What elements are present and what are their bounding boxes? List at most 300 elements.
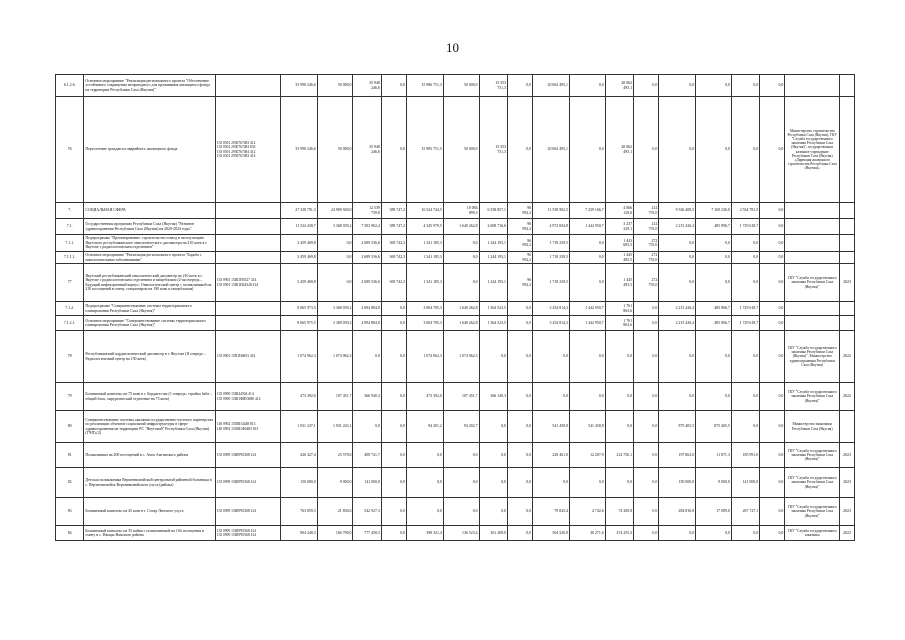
amount-cell: 1 364 523,5 [479, 316, 507, 331]
year-cell: 2023 [840, 264, 855, 302]
amount-cell: 141 000,0 [353, 468, 381, 498]
year-cell: 2023 [840, 498, 855, 526]
amount-cell: 1 244 193,1 [479, 252, 507, 264]
executor-cell: ГКУ "Служба государственного заказчика Республики Саха (Якутия)" [785, 264, 840, 302]
executor-cell [785, 219, 840, 235]
amount-cell: 0,0 [731, 264, 759, 302]
amount-cell: 9 000,0 [317, 468, 353, 498]
amount-cell: 0,0 [533, 468, 570, 498]
row-number-cell: 76 [56, 97, 84, 203]
amount-cell: 1 640 262,8 [443, 219, 479, 235]
amount-cell: 20 062 495,1 [605, 75, 633, 97]
table-row [56, 331, 855, 383]
year-cell: 2022 [840, 526, 855, 541]
budget-code-cell: 135 0909 15Ш44504 414 135 0909 15Ш1ФЯ53680 414 [215, 383, 280, 411]
amount-cell: 369 742,3 [381, 235, 406, 252]
amount-cell: 0,0 [634, 498, 659, 526]
table-row [56, 302, 855, 316]
table-row [56, 203, 855, 219]
amount-cell: 0,0 [605, 468, 633, 498]
amount-cell: 0,0 [634, 383, 659, 411]
item-name-cell: Больничный комплекс на 35 койки с поликлиникой на 104 посещения в смену в с. Намцы Намского района [84, 526, 215, 541]
amount-cell: 474 255,3 [605, 526, 633, 541]
amount-cell: 1 761 863,6 [605, 302, 633, 316]
amount-cell: 107 451,7 [317, 383, 353, 411]
row-number-cell: 6.1.2.6. [56, 75, 84, 97]
amount-cell: 35 948 246,6 [353, 97, 381, 203]
amount-cell: 20 062 495,1 [533, 97, 570, 203]
amount-cell: 0,0 [760, 219, 785, 235]
item-name-cell: Детская поликлиника Верхневилюйской центральной районной больницы в с. Верхневилюйск Верхневилюйского улуса (района) [84, 468, 215, 498]
table-row [56, 219, 855, 235]
amount-cell: 0,0 [317, 264, 353, 302]
amount-cell: 7 583 902,4 [353, 219, 381, 235]
item-name-cell: Переселение граждан из аварийного жилищного фонда [84, 97, 215, 203]
amount-cell: 1 931 243,1 [317, 411, 353, 443]
amount-cell: 0,0 [569, 97, 605, 203]
amount-cell: 1 074 062,3 [407, 331, 444, 383]
amount-cell: 0,0 [659, 264, 696, 302]
amount-cell: 0,0 [760, 383, 785, 411]
amount-cell: 166 790,0 [317, 526, 353, 541]
amount-cell: 8 065 973,5 [280, 302, 317, 316]
amount-cell: 875 405,5 [696, 411, 732, 443]
year-cell [840, 316, 855, 331]
amount-cell: 50 000,0 [317, 75, 353, 97]
amount-cell: 0,0 [634, 526, 659, 541]
row-number-cell: 7.1.1.1. [56, 252, 84, 264]
amount-cell: 1 341 185,3 [407, 264, 444, 302]
amount-cell: 0,0 [731, 383, 759, 411]
amount-cell: 9 336 408,5 [659, 203, 696, 219]
amount-cell: 15 985 751,5 [407, 97, 444, 203]
amount-cell: 0,0 [696, 526, 732, 541]
amount-cell: 485 896,7 [696, 219, 732, 235]
amount-cell: 0,0 [634, 411, 659, 443]
amount-cell: 0,0 [569, 383, 605, 411]
amount-cell: 504 526,9 [533, 526, 570, 541]
budget-code-cell: 135 0909 15Ш9Ч5368 414 [215, 443, 280, 468]
amount-cell: 1 244 193,1 [479, 235, 507, 252]
amount-cell: 0,0 [760, 203, 785, 219]
amount-cell: 0,0 [605, 383, 633, 411]
amount-cell: 0,0 [696, 97, 732, 203]
amount-cell: 96 992,2 [507, 219, 532, 235]
amount-cell: 16 524 744,5 [407, 203, 444, 219]
amount-cell: 0,0 [353, 331, 381, 383]
amount-cell: 20 062 495,1 [533, 75, 570, 97]
amount-cell: 0,0 [353, 411, 381, 443]
amount-cell: 27 338 791,3 [280, 203, 317, 219]
amount-cell: 272 755,0 [634, 252, 659, 264]
amount-cell: 197 862,0 [659, 443, 696, 468]
amount-cell: 267 727,1 [731, 498, 759, 526]
amount-cell: 11 538 902,5 [533, 203, 570, 219]
amount-cell: 1 442 950,7 [569, 316, 605, 331]
amount-cell: 0,0 [569, 468, 605, 498]
amount-cell: 3 368 039,2 [317, 219, 353, 235]
amount-cell: 0,0 [507, 498, 532, 526]
year-cell [840, 252, 855, 264]
amount-cell: 7 169 236,0 [696, 203, 732, 219]
amount-cell: 0,0 [443, 252, 479, 264]
amount-cell: 136 523,4 [443, 526, 479, 541]
amount-cell: 541 458,8 [533, 411, 570, 443]
amount-cell: 2 215 426,4 [659, 302, 696, 316]
amount-cell: 2 215 426,4 [659, 219, 696, 235]
amount-cell: 272 755,0 [634, 235, 659, 252]
amount-cell: 0,0 [533, 331, 570, 383]
amount-cell: 4 742,6 [569, 498, 605, 526]
item-name-cell: СОЦИАЛЬНАЯ СФЕРА [84, 203, 215, 219]
amount-cell: 1 341 185,3 [407, 235, 444, 252]
amount-cell: 473 392,0 [280, 383, 317, 411]
amount-cell: 485 806,7 [696, 302, 732, 316]
year-cell [840, 302, 855, 316]
amount-cell: 0,0 [659, 97, 696, 203]
budget-code-cell [215, 252, 280, 264]
amount-cell: 1 443 685,5 [605, 235, 633, 252]
amount-cell: 4 894 884,8 [353, 316, 381, 331]
amount-cell: 0,0 [407, 498, 444, 526]
amount-cell: 0,0 [507, 75, 532, 97]
amount-cell: 0,0 [317, 235, 353, 252]
amount-cell: 398 321,4 [407, 526, 444, 541]
amount-cell: 0,0 [569, 252, 605, 264]
amount-cell: 3 459 469,8 [280, 235, 317, 252]
row-number-cell: 78 [56, 331, 84, 383]
amount-cell: 0,0 [634, 302, 659, 316]
amount-cell: 0,0 [634, 443, 659, 468]
amount-cell: 2 215 426,4 [659, 316, 696, 331]
row-number-cell: 7.1.2. [56, 302, 84, 316]
year-cell [840, 411, 855, 443]
amount-cell: 0,0 [696, 252, 732, 264]
row-number-cell: 83 [56, 498, 84, 526]
budget-code-cell: 135 0901 15Ш1Н5527 414 135 0901 15Ш1Н44328 414 [215, 264, 280, 302]
amount-cell: 96 992,2 [507, 252, 532, 264]
amount-cell: 0,0 [479, 468, 507, 498]
amount-cell: 0,0 [659, 383, 696, 411]
item-name-cell: Совершенствование системы оказания государственно-частного партнерства по реализации объектов социальной инфраструктуры в сфере здравоохранения на территории РС "Якутский" Республики Саха (Якутия) (ГЧП) (2) [84, 411, 215, 443]
amount-cell: 0,0 [507, 411, 532, 443]
amount-cell: 0,0 [605, 411, 633, 443]
item-name-cell: Поликлиника на 200 посещений в с. Амга Амгинского района [84, 443, 215, 468]
item-name-cell: Больничный комплекс на 75 коек в г. Бердигестях (1 очередь: стройка баба – общий блок, хирургический отделение на 75 коек) [84, 383, 215, 411]
amount-cell: 0,0 [731, 411, 759, 443]
row-number-cell: 7.1.1. [56, 235, 84, 252]
amount-cell: 369 742,3 [381, 264, 406, 302]
amount-cell: 0,0 [731, 75, 759, 97]
amount-cell: 366 940,3 [353, 383, 381, 411]
executor-cell: ГКУ "Служба государственного заказчика [785, 526, 840, 541]
amount-cell: 875 405,5 [659, 411, 696, 443]
amount-cell: 0,0 [634, 468, 659, 498]
amount-cell: 0,0 [731, 526, 759, 541]
amount-cell: 0,0 [760, 235, 785, 252]
table-body [56, 75, 855, 541]
amount-cell: 0,0 [479, 443, 507, 468]
table-row [56, 235, 855, 252]
budget-code-cell: 135 0909 15Ш9Ч5368 414 135 0909 15Ш9Ч5368 414 [215, 526, 280, 541]
executor-cell: ГКУ "Служба государственного заказчика Республики Саха (Якутия)" [785, 468, 840, 498]
amount-cell: 1 718 239,5 [533, 264, 570, 302]
amount-cell: 96 992,2 [507, 264, 532, 302]
amount-cell: 0,0 [443, 235, 479, 252]
budget-code-cell: 135 0501 2930767483 412 135 0501 2930767483 833 135 0501 2930767484 412 135 0501 2930767483 414 [215, 97, 280, 203]
amount-cell: 50 000,0 [443, 97, 479, 203]
amount-cell: 0,0 [696, 264, 732, 302]
amount-cell: 30 271,6 [569, 526, 605, 541]
amount-cell: 0,0 [659, 526, 696, 541]
amount-cell: 1 341 185,3 [407, 252, 444, 264]
amount-cell: 0,0 [696, 331, 732, 383]
executor-cell: ГКУ "Служба государственного заказчика Республики Саха (Якутия)" [785, 383, 840, 411]
item-name-cell: Основное мероприятие "Совершенствование системы территориального планирования Республики Саха (Якутия)" [84, 316, 215, 331]
amount-cell: 74 300,8 [605, 498, 633, 526]
budget-code-cell: 135 0909 15Ш9Ч5368 414 [215, 498, 280, 526]
budget-code-cell [215, 316, 280, 331]
budget-code-cell [215, 203, 280, 219]
amount-cell: 79 043,4 [533, 498, 570, 526]
amount-cell: 0,0 [569, 331, 605, 383]
amount-cell: 3 459 469,8 [280, 264, 317, 302]
amount-cell: 3 368 039,2 [317, 302, 353, 316]
amount-cell: 150 000,0 [280, 468, 317, 498]
amount-cell: 3 254 814,3 [533, 302, 570, 316]
budget-table [55, 74, 855, 541]
executor-cell [785, 302, 840, 316]
year-cell [840, 219, 855, 235]
amount-cell: 473 392,0 [407, 383, 444, 411]
amount-cell: 1 729 618,7 [731, 302, 759, 316]
amount-cell: 0,0 [760, 331, 785, 383]
row-number-cell: 7.1. [56, 219, 84, 235]
amount-cell: 3 369 039,2 [317, 316, 353, 331]
item-name-cell: Основное мероприятие "Реализация регионального проекта "Борьба с онкологическими заболеваниями" [84, 252, 215, 264]
amount-cell: 0,0 [760, 411, 785, 443]
amount-cell: 0,0 [317, 252, 353, 264]
amount-cell: 1 931 247,1 [280, 411, 317, 443]
amount-cell: 0,0 [634, 316, 659, 331]
amount-cell: 0,0 [569, 264, 605, 302]
amount-cell: 1 718 239,5 [533, 235, 570, 252]
table-row [56, 264, 855, 302]
amount-cell: 0,0 [507, 316, 532, 331]
amount-cell: 2 689 536,6 [353, 264, 381, 302]
item-name-cell: Якутский республиканский онкологический диспансер на 210 коек в г. Якутске с радиологическим отделением и пищеблоком (2-ая очередь – Будущий инфекционный корпус; Онкологический центр с поликлиникой на 210 посещений в смену, стационаром на 190 коек и пищеблоком) [84, 264, 215, 302]
table-row [56, 468, 855, 498]
amount-cell: 15 353 751,3 [479, 75, 507, 97]
amount-cell: 0,0 [760, 97, 785, 203]
amount-cell: 1 244 193,1 [479, 264, 507, 302]
item-name-cell: Республиканский кардиологический диспансер в г. Якутске (II очередь – Радиологический центр на 150 коек) [84, 331, 215, 383]
item-name-cell: Подпрограмма "Совершенствование системы территориального планирования Республики Саха (Якутия)" [84, 302, 215, 316]
amount-cell: 0,0 [507, 443, 532, 468]
year-cell: 2023 [840, 468, 855, 498]
row-number-cell: 77 [56, 264, 84, 302]
amount-cell: 0,0 [381, 97, 406, 203]
amount-cell: 0,0 [634, 331, 659, 383]
amount-cell: 904 248,3 [280, 526, 317, 541]
amount-cell: 2 534 781,5 [731, 203, 759, 219]
amount-cell: 24 909 949,0 [317, 203, 353, 219]
executor-cell: ГКУ "Служба государственного заказчика Республики Саха (Якутия)", Министерство здравоохранения Республики Саха (Якутия) [785, 331, 840, 383]
budget-code-cell [215, 75, 280, 97]
amount-cell: 0,0 [381, 316, 406, 331]
amount-cell: 212 755,0 [634, 219, 659, 235]
amount-cell: 0,0 [381, 468, 406, 498]
amount-cell: 11 871,3 [696, 443, 732, 468]
amount-cell: 0,0 [760, 316, 785, 331]
item-name-cell: Государственная программа Республики Саха (Якутия) "Развитие здравоохранения Республики Саха (Якутия) на 2020-2024 годы" [84, 219, 215, 235]
executor-cell [785, 203, 840, 219]
amount-cell: 1 640 262,8 [443, 302, 479, 316]
amount-cell: 35 998 246,6 [280, 75, 317, 97]
amount-cell: 107 451,7 [443, 383, 479, 411]
amount-cell: 542 927,3 [353, 498, 381, 526]
amount-cell: 0,0 [731, 331, 759, 383]
budget-table-sheet [55, 74, 855, 541]
table-row [56, 97, 855, 203]
amount-cell: 15 986 751,3 [407, 75, 444, 97]
year-cell [840, 97, 855, 203]
amount-cell: 763 859,3 [280, 498, 317, 526]
amount-cell: 0,0 [659, 75, 696, 97]
amount-cell: 0,0 [760, 498, 785, 526]
amount-cell: 4 894 884,8 [353, 302, 381, 316]
executor-cell [785, 235, 840, 252]
table-row [56, 498, 855, 526]
amount-cell: 369 742,3 [381, 252, 406, 264]
amount-cell: 1 729 618,7 [731, 316, 759, 331]
executor-cell: Министерство строительства Республики Саха (Якутия), ГКУ "Служба государственного заказчика Республики Саха (Якутия)", государственное казенное учреждение Республики Саха (Якутия) «Дирекция жилищного строительства Республики Саха (Якутия)» [785, 97, 840, 203]
amount-cell: 21 830,6 [317, 498, 353, 526]
amount-cell: 0,0 [696, 235, 732, 252]
row-number-cell: 82 [56, 468, 84, 498]
amount-cell: 0,0 [731, 97, 759, 203]
amount-cell: 0,0 [407, 468, 444, 498]
amount-cell: 426 327,4 [280, 443, 317, 468]
executor-cell [785, 252, 840, 264]
amount-cell: 0,0 [443, 468, 479, 498]
amount-cell: 0,0 [507, 526, 532, 541]
amount-cell: 0,0 [696, 383, 732, 411]
amount-cell: 1 761 863,6 [605, 316, 633, 331]
row-number-cell: 81 [56, 443, 84, 468]
amount-cell: 0,0 [443, 443, 479, 468]
item-name-cell: Подпрограмма "Проектирование, строительство и ввод в эксплуатацию Якутского республиканского онкологического диспансера на 210 коек в г. Якутске с радиологическим отделением" [84, 235, 215, 252]
amount-cell: 0,0 [479, 411, 507, 443]
amount-cell: 0,0 [659, 331, 696, 383]
amount-cell: 96 992,2 [507, 235, 532, 252]
amount-cell: 1 729 618,7 [731, 219, 759, 235]
year-cell: 2022 [840, 383, 855, 411]
amount-cell: 0,0 [696, 75, 732, 97]
row-number-cell: 7. [56, 203, 84, 219]
amount-cell: 96 992,2 [507, 203, 532, 219]
amount-cell: 12 207,9 [569, 443, 605, 468]
amount-cell: 0,0 [507, 331, 532, 383]
amount-cell: 0,0 [407, 443, 444, 468]
executor-cell: Министерство экономики Республики Саха (Якутия) [785, 411, 840, 443]
amount-cell: 1 445 485,5 [605, 264, 633, 302]
amount-cell: 10 084 899,3 [443, 203, 479, 219]
amount-cell: 485 806,7 [696, 316, 732, 331]
amount-cell: 20 062 495,1 [605, 97, 633, 203]
amount-cell: 50 000,0 [443, 75, 479, 97]
amount-cell: 361 208,0 [479, 526, 507, 541]
amount-cell: 0,0 [605, 331, 633, 383]
amount-cell: 389 747,2 [381, 203, 406, 219]
year-cell [840, 75, 855, 97]
amount-cell: 0,0 [381, 383, 406, 411]
amount-cell: 3 004 785,3 [407, 316, 444, 331]
budget-code-cell: 140 0902 150Ш14448 813 140 0902 150Ш1Ф4483 813 [215, 411, 280, 443]
table-row [56, 316, 855, 331]
amount-cell: 0,0 [760, 302, 785, 316]
amount-cell: 0,0 [634, 75, 659, 97]
amount-cell: 0,0 [479, 331, 507, 383]
amount-cell: 0,0 [507, 97, 532, 203]
table-row [56, 383, 855, 411]
amount-cell: 389 747,2 [381, 219, 406, 235]
page-number: 10 [446, 40, 459, 55]
amount-cell: 0,0 [381, 526, 406, 541]
table-row [56, 75, 855, 97]
amount-cell: 35 998 246,6 [280, 97, 317, 203]
budget-code-cell [215, 235, 280, 252]
amount-cell: 3 237 329,1 [605, 219, 633, 235]
amount-cell: 0,0 [760, 75, 785, 97]
amount-cell: 150 000,0 [659, 468, 696, 498]
amount-cell: 0,0 [760, 252, 785, 264]
table-row [56, 526, 855, 541]
amount-cell: 0,0 [569, 235, 605, 252]
row-number-cell: 7.1.2.1. [56, 316, 84, 331]
amount-cell: 4 972 694,8 [533, 219, 570, 235]
amount-cell: 228 461,0 [533, 443, 570, 468]
amount-cell: 50 000,0 [317, 97, 353, 203]
amount-cell: 3 254 814,3 [533, 316, 570, 331]
amount-cell: 35 948 246,6 [353, 75, 381, 97]
amount-cell: 214 756,1 [605, 443, 633, 468]
amount-cell: 1 074 962,3 [280, 331, 317, 383]
amount-cell: 94 201,2 [407, 411, 444, 443]
amount-cell: 0,0 [507, 383, 532, 411]
amount-cell: 212 755,0 [634, 203, 659, 219]
row-number-cell: 84 [56, 526, 84, 541]
executor-cell [785, 316, 840, 331]
year-cell: 2023 [840, 443, 855, 468]
amount-cell: 4 345 979,5 [407, 219, 444, 235]
amount-cell: 7 259 166,7 [569, 203, 605, 219]
amount-cell: 0,0 [760, 468, 785, 498]
amount-cell: 0,0 [443, 498, 479, 526]
amount-cell: 9 000,0 [696, 468, 732, 498]
year-cell [840, 203, 855, 219]
amount-cell: 1 445 485,5 [605, 252, 633, 264]
amount-cell: 0,0 [381, 302, 406, 316]
amount-cell: 0,0 [659, 252, 696, 264]
amount-cell: 777 458,3 [353, 526, 381, 541]
executor-cell [785, 75, 840, 97]
row-number-cell: 79 [56, 383, 84, 411]
amount-cell: 1 074 062,3 [317, 331, 353, 383]
amount-cell: 0,0 [381, 498, 406, 526]
item-name-cell: Больничный комплекс на 45 коек в г. Сотар Ленского улуса [84, 498, 215, 526]
amount-cell: 0,0 [731, 235, 759, 252]
